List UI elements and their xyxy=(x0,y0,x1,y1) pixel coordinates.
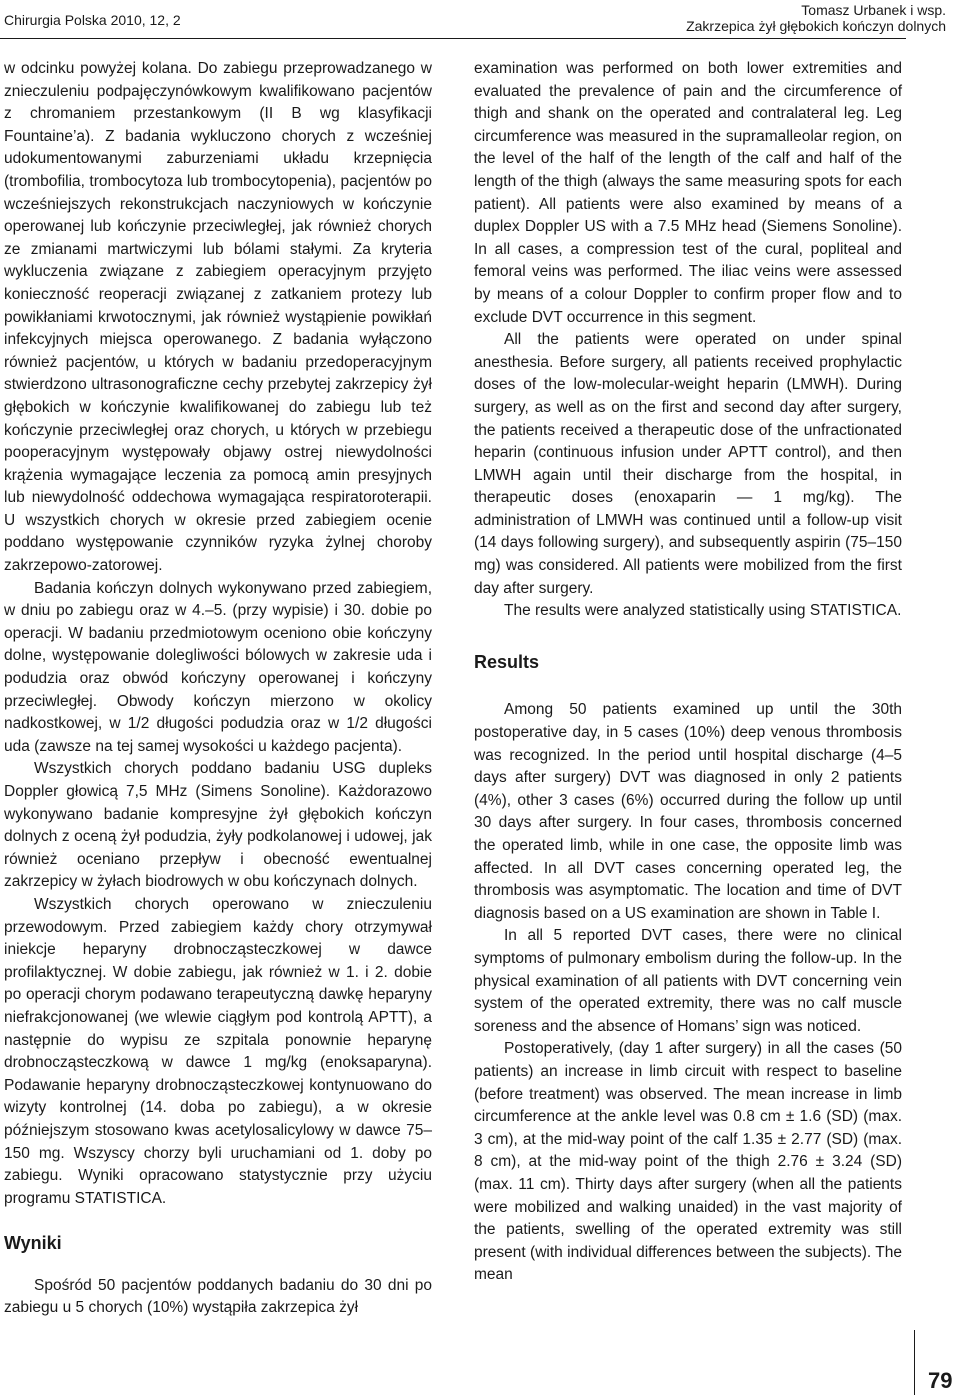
right-paragraph-2: All the patients were operated on under spinal anesthesia. Before surgery, all patients received prophylactic doses of the low-molecular-weight heparin (LMWH). During surgery, as well as on the first and second day after surgery, the patients received a therapeutic dose of the unfractionated heparin (continuous infusion under APTT control), and then LMWH again until their discharge from the hospital, in therapeutic doses (enoxaparin — 1 mg/kg). The administration of LMWH was continued until a follow-up visit (14 days following surgery), and subsequently aspirin (75–150 mg) was considered. All patients were mobilized from the first day after surgery. xyxy=(474,331,902,597)
right-paragraph-3: The results were analyzed statistically using STATISTICA. xyxy=(504,602,902,620)
header-rule xyxy=(0,38,906,39)
results-paragraph-2: In all 5 reported DVT cases, there were no clinical symptoms of pulmonary embolism during the follow-up. In the physical examination of all patients with DVT concerning vein system of the operated extremity, there was no calf muscle soreness and the absence of Homans’ sign was noticed. xyxy=(474,927,902,1035)
page-number-rule xyxy=(914,1330,915,1395)
right-paragraph-1: examination was performed on both lower extremities and evaluated the prevalence of pain and the circumference of thigh and shank on the operated and contralateral leg. Leg circumference was measured in the supramalleolar region, on the level of the half of the length of the calf and half of the length of the thigh (always the same measuring spots for each patient). All patients were also examined by means of a duplex Doppler US with a 7.5 MHz head (Siemens Sonoline). In all cases, a compression test of the cural, popliteal and femoral veins was performed. The iliac veins were assessed by means of a colour Doppler to confirm proper flow and to exclude DVT occurrence in this segment. xyxy=(474,60,902,326)
left-paragraph-1: w odcinku powyżej kolana. Do zabiegu przeprowadzanego w znieczuleniu podpajęczynówkowym kwalifikowano pacjentów z chromaniem przestankowym (II B wg klasyfikacji Fountaine’a). Z badania wykluczono chorych z wcześniej udokumentowanymi zaburzeniami układu krzepnięcia (trombofilia, trombocytoza lub trombocytopenia), pacjentów po wcześniejszych rekonstrukcjach naczyniowych w kończynie operowanej lub kończynie przeciwległej, jak również chorych ze zmianami martwiczymi lub bólami stałymi. Za kryteria wykluczenia związane z zabiegiem operacyjnym przyjęto konieczność reoperacji związanej z zatkaniem protezy lub powikłaniami krwotocznymi, jak również wystąpienie powikłań infekcyjnych miejsca operowanego. Z badania wyłączono również pacjentów, u których w badaniu przedoperacyjnym stwierdzono ultrasonograficzne cechy przebytej zakrzepicy żył głębokich w kończynie kwalifikowanej do zabiegu lub też kończynie przeciwległej oraz chorych, u których w przebiegu pooperacyjnym występowały objawy ostrej niewydolności krążenia wymagające leczenia za pomocą amin presyjnych lub niewydolność oddechowa wymagająca respiratoroterapii. U wszystkich chorych w okresie przed zabiegiem ocenie poddano występowanie czynników ryzyka żylnej choroby zakrzepowo-zatorowej. xyxy=(4,60,432,575)
section-heading-wyniki: Wyniki xyxy=(4,1233,62,1254)
left-paragraph-2: Badania kończyn dolnych wykonywano przed zabiegiem, w dniu po zabiegu oraz w 4.–5. (przy wypisie) i 30. dobie po operacji. W badaniu przedmiotowym oceniono obie kończyny dolne, występowanie dolegliwości bólowych w zakresie uda i podudzia oraz obwód kończyny operowanej i kończyny przeciwległej. Obwody kończyn mierzono w okolicy nadkostkowej, w 1/2 długości podudzia oraz w 1/2 długości uda (zawsze na tej samej wysokości u każdego pacjenta). xyxy=(4,579,432,755)
left-paragraph-3: Wszystkich chorych poddano badaniu USG dupleks Doppler głowicą 7,5 MHz (Simens Sonoline). Każdorazowo wykonywano badanie kompresyjne żył głębokich kończyn dolnych z oceną żył podudzia, żyły podkolanowej i udowej, jak również oceniano przepływ i obecność ewentualnej zakrzepicy w żyłach biodrowych w obu kończynach dolnych. xyxy=(4,760,432,891)
running-head-title: Zakrzepica żył głębokich kończyn dolnych xyxy=(686,18,946,34)
running-head xyxy=(686,2,946,34)
results-paragraph-1: Among 50 patients examined up until the 30th postoperative day, in 5 cases (10%) deep venous thrombosis was recognized. In the period until hospital discharge (4–5 days after surgery) DVT was diagnosed in only 2 patients (4%), other 3 cases (6%) occurred during the follow up until 30 days after surgery. In four cases, thrombosis concerned the operated limb, while in one case, the opposite limb was affected. In all DVT cases concerning operated leg, the thrombosis was asymptomatic. The location and time of DVT diagnosis based on a US examination are shown in Table I. xyxy=(474,701,902,922)
results-paragraph-3: Postoperatively, (day 1 after surgery) in all the cases (50 patients) an increase in limb circuit with respect to baseline (before treatment) was observed. The mean increase in limb circumference at the ankle level was 0.8 cm ± 1.6 (SD) (max. 3 cm), at the mid-way point of the calf 1.35 ± 2.77 (SD) (max. 8 cm), at the mid-way point of the thigh 2.76 ± 3.24 (SD) (max. 11 cm). Thirty days after surgery (when all the patients were mobilized and walking unaided) in the vast majority of the patients, swelling of the operated extremity was still present (with individual differences between the subjects). The mean xyxy=(474,1040,902,1284)
running-head-authors: Tomasz Urbanek i wsp. xyxy=(801,2,946,18)
right-column xyxy=(474,58,902,1287)
journal-citation: Chirurgia Polska 2010, 12, 2 xyxy=(4,12,181,28)
left-column xyxy=(4,58,432,1320)
left-results-paragraph: Spośród 50 pacjentów poddanych badaniu do 30 dni po zabiegu u 5 chorych (10%) wystąpiła zakrzepica żył xyxy=(4,1276,432,1317)
section-heading-results: Results xyxy=(474,651,540,672)
left-paragraph-4: Wszystkich chorych operowano w znieczuleniu przewodowym. Przed zabiegiem każdy chory otrzymywał iniekcje heparyny drobnocząsteczkowej w dawce profilaktycznej. W dobie zabiegu, jak również w 1. i 2. dobie po operacji chorym podawano terapeutyczną dawkę heparyny niefrakcjonowanej (we wlewie ciągłym pod kontrolą APTT), a następnie do wypisu ze szpitala ponownie heparynę drobnocząsteczkową w dawce 1 mg/kg (enoksaparyna). Podawanie heparyny drobnocząsteczkowej kontynuowano do wizyty kontrolnej (14. doba po zabiegu), a w okresie późniejszym stosowano kwas acetylosalicylowy w dawce 75–150 mg. Wszyscy chorzy byli uruchamiani od 1. doby po zabiegu. Wyniki opracowano statystycznie przy użyciu programu STATISTICA. xyxy=(4,895,432,1207)
page-number: 79 xyxy=(928,1368,953,1393)
